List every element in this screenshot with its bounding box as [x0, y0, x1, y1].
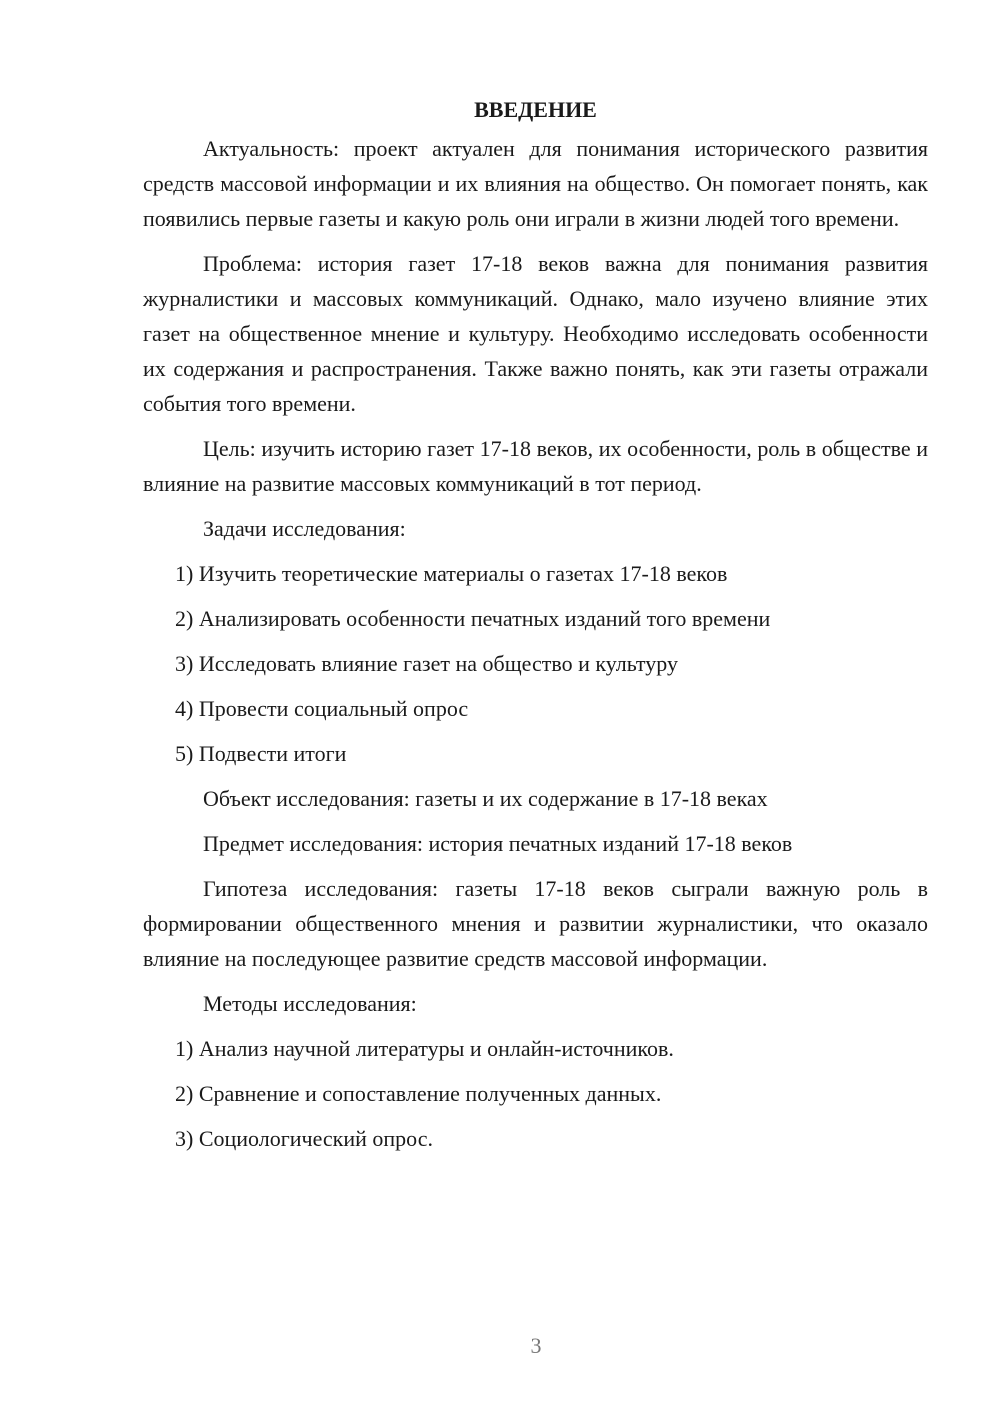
hypothesis-paragraph: Гипотеза исследования: газеты 17-18 веков сыграли важную роль в формировании общественного мнения и развитии журналистики, что оказало влияние на последующее развитие средств массовой информации. [143, 876, 928, 971]
task-item: 1) Изучить теоретические материалы о газетах 17-18 веков [175, 561, 728, 586]
research-object: Объект исследования: газеты и их содержание в 17-18 веках [203, 786, 768, 811]
problem-paragraph: Проблема: история газет 17-18 веков важна для понимания развития журналистики и массовых коммуникаций. Однако, мало изучено влияние этих газет на общественное мнение и культуру. Необходимо исследовать особенности их содержания и распространения. Также важно понять, как эти газеты отражали события того времени. [143, 251, 928, 416]
task-item: 3) Исследовать влияние газет на общество и культуру [175, 651, 678, 676]
methods-heading: Методы исследования: [203, 991, 417, 1016]
method-item: 1) Анализ научной литературы и онлайн-источников. [175, 1036, 674, 1061]
task-item: 2) Анализировать особенности печатных изданий того времени [175, 606, 771, 631]
method-item: 3) Социологический опрос. [175, 1126, 433, 1151]
tasks-heading: Задачи исследования: [203, 516, 406, 541]
page-number: 3 [530, 1333, 542, 1358]
method-item: 2) Сравнение и сопоставление полученных данных. [175, 1081, 662, 1106]
goal-paragraph: Цель: изучить историю газет 17-18 веков, их особенности, роль в обществе и влияние на развитие массовых коммуникаций в тот период. [143, 436, 928, 496]
research-subject: Предмет исследования: история печатных изданий 17-18 веков [203, 831, 793, 856]
section-title: ВВЕДЕНИЕ [474, 97, 597, 122]
task-item: 5) Подвести итоги [175, 741, 347, 766]
task-item: 4) Провести социальный опрос [175, 696, 469, 721]
page-content [143, 92, 928, 1166]
relevance-paragraph: Актуальность: проект актуален для понимания исторического развития средств массовой информации и их влияния на общество. Он помогает понять, как появились первые газеты и какую роль они играли в жизни людей того времени. [143, 136, 928, 231]
